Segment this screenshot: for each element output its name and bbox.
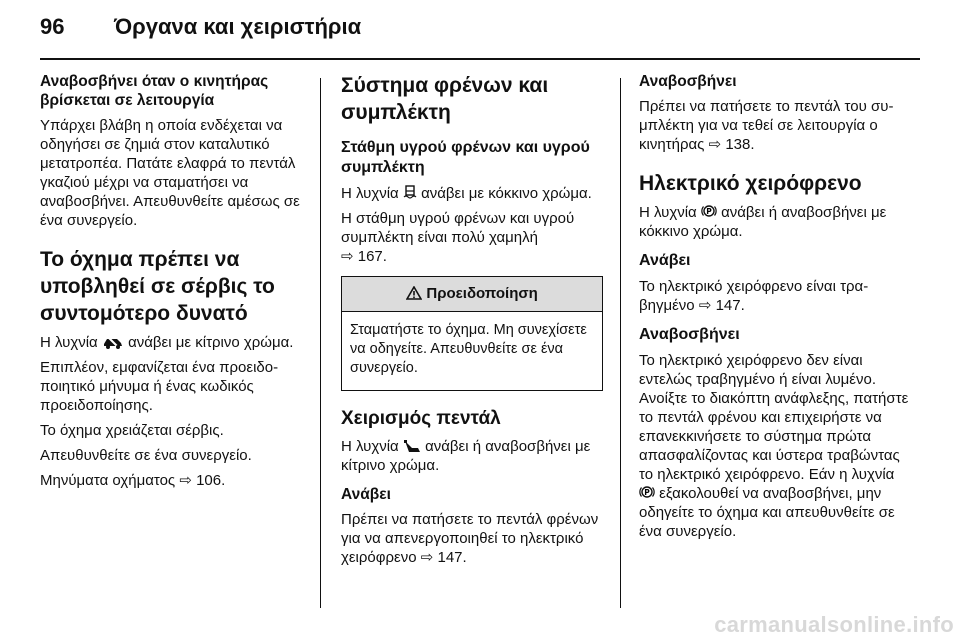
service-needed-text: Το όχημα χρειάζεται σέρβις. [40, 422, 224, 439]
column-divider-2 [620, 78, 621, 608]
service-lamp-text: Η λυχνία ανάβει με κίτρινο χρώμα. [40, 334, 294, 351]
fluid-lamp-text: Η λυχνία ανάβει με κόκκινο χρώμα. [341, 185, 592, 202]
header-rule [40, 58, 920, 60]
engine-flash-text: Υπάρχει βλάβη η οποία ενδέχεται να οδηγήσει σε ζημιά στον καταλυτικό μετατροπέα. Πατάτε ελαφρά το πεντάλ γκαζιού μέχρι να σταματήσει να αναβοσβήνει. Απευθυνθείτε αμέσως σε ένα συνεργείο. [40, 117, 300, 229]
sub-heading-fluid-level: Στάθμη υγρού φρένων και υγρού συμπλέκτη [341, 139, 590, 176]
parking-brake-icon [701, 203, 717, 219]
service-warning-message-text: Επιπλέον, εμφανίζεται ένα προειδοποιητικό μήνυμα ή ένας κωδικός προειδοποίησης. [40, 359, 279, 414]
ref-arrow-icon: ⇨ [708, 136, 722, 153]
svg-text:P: P [644, 488, 650, 497]
warning-box [341, 276, 603, 391]
fluid-low-text[interactable]: Η στάθμη υγρού φρένων και υγρού συμπλέκτη είναι πολύ χαμηλή ⇨ 167. [341, 210, 575, 265]
parking-on-text[interactable]: Το ηλεκτρικό χειρόφρενο είναι τραβηγμένο ⇨ 147. [639, 278, 869, 314]
brake-fluid-level-icon [403, 185, 417, 200]
section-heading-service: Το όχημα πρέπει να υποβληθεί σε σέρβις το συντομότερο δυνατό [40, 248, 275, 325]
section-heading-parking-brake: Ηλεκτρικό χειρόφρενο [639, 172, 862, 195]
page-header [40, 14, 920, 44]
section-heading-engine-flash: Αναβοσβήνει όταν ο κινητήρας βρίσκεται σε λειτουργία [40, 73, 269, 109]
pedal-lamp-text: Η λυχνία ανάβει ή αναβοσβήνει με κίτρινο χρώμα. [341, 438, 591, 474]
parking-blink-text: Το ηλεκτρικό χειρόφρενο δεν είναι εντελώς τραβηγμένο ή είναι λυμένο. Ανοίξτε το διακόπτη ανάφλεξης, πατήστε το πεντάλ φρένου και επιχειρήστε να επανεκκινήσετε το σύστημα πρώτα απασφαλίζοντας και ύστερα τραβώντας το ηλεκτρικό χειρόφρενο. Εάν η λυχνία P εξακολουθεί να αναβοσβήνει, μην οδηγείτε το όχημα και απευθυνθείτε σε ένα συνεργείο. [639, 352, 909, 540]
section-heading-brake-clutch: Σύστημα φρένων και συμπλέκτη [341, 74, 549, 124]
watermark: carmanualsonline.info [714, 612, 954, 637]
sub-heading-lights-on: Ανάβει [341, 486, 391, 503]
warning-header [342, 277, 602, 312]
ref-arrow-icon: ⇨ [420, 549, 434, 566]
sub-heading-on: Ανάβει [639, 252, 691, 269]
column-3 [639, 72, 909, 547]
service-wrench-car-icon [102, 335, 124, 349]
warning-body: Σταματήστε το όχημα. Μη συνεχίσετε να οδηγείτε. Απευθυνθείτε σε ένα συνεργείο. [350, 322, 587, 376]
warning-title: Προειδοποίηση [426, 285, 538, 302]
contact-workshop-text: Απευθυνθείτε σε ένα συνεργείο. [40, 447, 252, 464]
vehicle-messages-ref[interactable]: Μηνύματα οχήματος ⇨ 106. [40, 472, 226, 489]
ref-arrow-icon: ⇨ [341, 248, 354, 265]
column-divider-1 [320, 78, 321, 608]
pedal-icon [403, 439, 421, 453]
svg-text:P: P [706, 207, 712, 216]
warning-triangle-icon [406, 286, 422, 300]
sub-heading-flashing: Αναβοσβήνει [639, 73, 737, 90]
lights-on-text[interactable]: Πρέπει να πατήσετε το πεντάλ φρένων για να απενεργοποιηθεί το ηλεκτρικό χειρόφρενο ⇨ 147. [341, 511, 599, 566]
page-number: 96 [40, 14, 65, 39]
ref-arrow-icon: ⇨ [698, 297, 712, 314]
flashing-text[interactable]: Πρέπει να πατήσετε το πεντάλ του συμπλέκτη για να τεθεί σε λειτουργία ο κινητήρας ⇨ 138. [639, 98, 894, 153]
parking-brake-icon [639, 484, 655, 500]
section-heading-pedal: Χειρισμός πεντάλ [341, 408, 501, 429]
page-title: Όργανα και χειριστήρια [114, 14, 362, 39]
parking-brake-lamp-text: Η λυχνία P ανάβει ή αναβοσβήνει με κόκκινο χρώμα. [639, 204, 887, 240]
sub-heading-blinking: Αναβοσβήνει [639, 326, 740, 343]
column-1 [40, 72, 302, 496]
column-2 [341, 72, 603, 573]
ref-arrow-icon: ⇨ [179, 472, 192, 489]
